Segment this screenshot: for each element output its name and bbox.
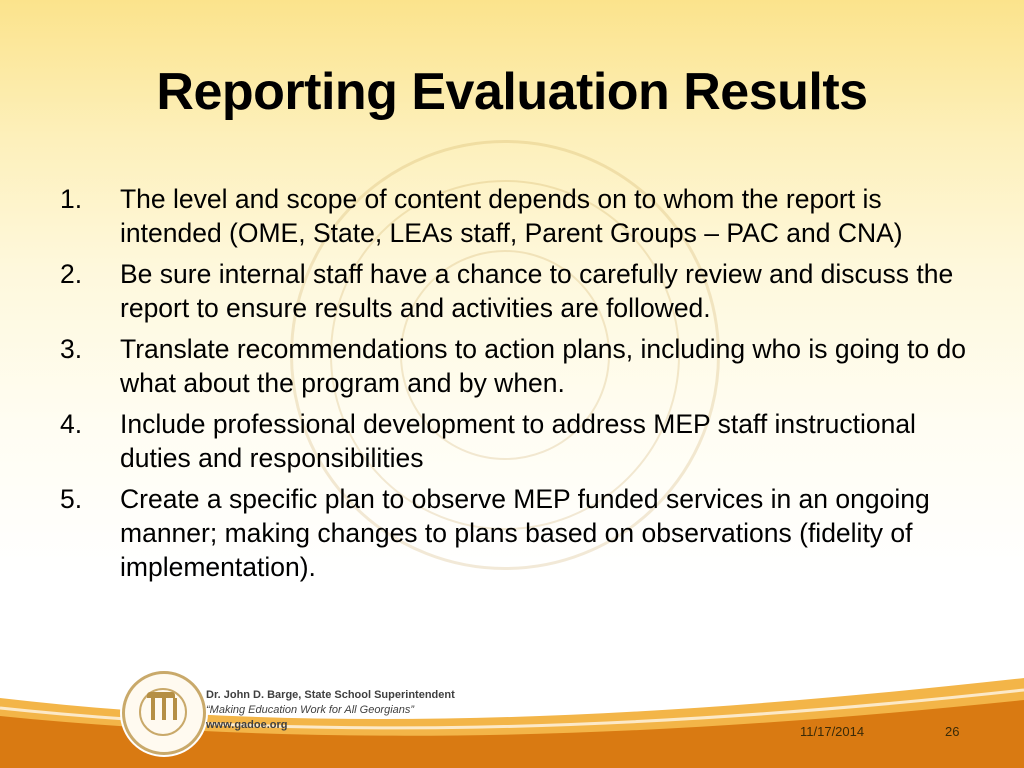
item-number: 3. [60, 334, 83, 364]
item-number: 5. [60, 484, 83, 514]
item-number: 2. [60, 259, 83, 289]
seal-pillar [162, 698, 166, 720]
motto: “Making Education Work for All Georgians” [206, 704, 415, 716]
item-text: Be sure internal staff have a chance to carefully review and discuss the report to ensure results and activities are followed. [120, 259, 954, 323]
list-item [60, 407, 980, 475]
item-text: Include professional development to address MEP staff instructional duties and responsibilities [120, 409, 916, 473]
slide-number: 26 [945, 724, 960, 739]
footer-credit [206, 688, 455, 733]
seal-pillar [173, 698, 177, 720]
list-item [60, 182, 980, 250]
item-text: The level and scope of content depends on to whom the report is intended (OME, State, LEAs staff, Parent Groups – PAC and CNA) [120, 184, 903, 248]
item-number: 1. [60, 184, 83, 214]
website-link[interactable]: www.gadoe.org [206, 719, 288, 731]
list-item [60, 332, 980, 400]
list-item [60, 482, 980, 584]
department-of-education-seal [122, 671, 206, 755]
results-list [60, 182, 980, 591]
item-text: Translate recommendations to action plans, including who is going to do what about the program and by when. [120, 334, 967, 398]
slide-title: Reporting Evaluation Results [156, 63, 868, 121]
slide-date: 11/17/2014 [800, 724, 865, 739]
superintendent-name: Dr. John D. Barge, State School Superintendent [206, 689, 455, 701]
item-text: Create a specific plan to observe MEP funded services in an ongoing manner; making changes to plans based on observations (fidelity of implementation). [120, 484, 930, 582]
item-number: 4. [60, 409, 83, 439]
seal-pillar [151, 698, 155, 720]
list-item [60, 257, 980, 325]
